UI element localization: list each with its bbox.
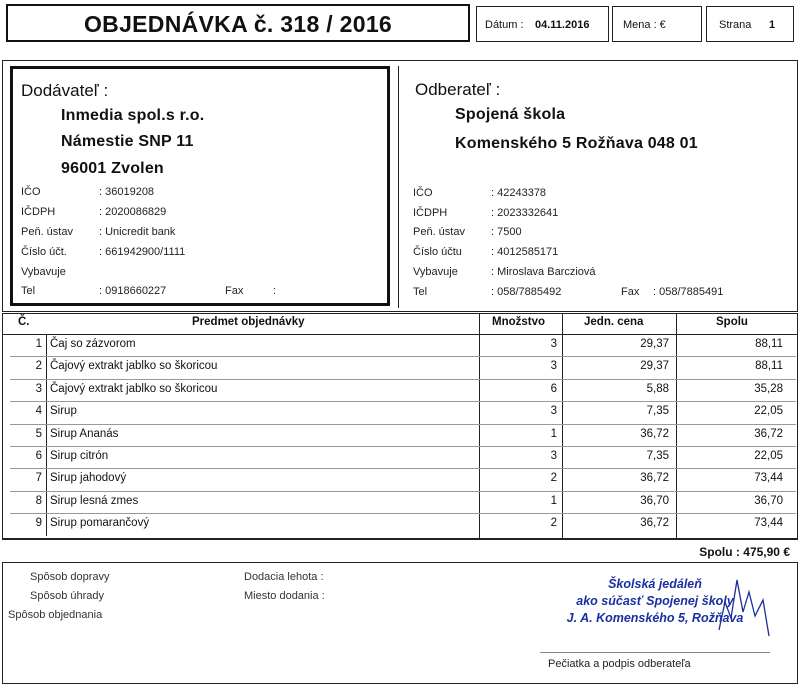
row-number-divider: [46, 357, 47, 379]
supplier-tel-value: : 0918660227: [99, 285, 167, 297]
customer-tel-label: Tel: [413, 286, 428, 298]
customer-bank-value: : 7500: [491, 226, 522, 238]
row-number: 2: [35, 360, 42, 372]
supplier-bank-label: Peň. ústav: [21, 226, 73, 238]
customer-account-value: : 4012585171: [491, 246, 559, 258]
row-number-divider: [46, 447, 47, 469]
supplier-name: Inmedia spol.s r.o.: [61, 107, 205, 124]
col-header-no: Č.: [18, 316, 30, 328]
row-separator: [10, 401, 796, 402]
payment-label: Spôsob úhrady: [30, 590, 104, 602]
date-value: 04.11.2016: [535, 19, 590, 31]
row-number-divider: [46, 425, 47, 447]
delivery-date-label: Dodacia lehota :: [244, 571, 324, 583]
row-quantity: 2: [550, 472, 557, 484]
supplier-contact-label: Vybavuje: [21, 266, 66, 278]
row-quantity: 3: [550, 405, 557, 417]
row-separator: [10, 379, 796, 380]
stamp-line-2: ako súčasť Spojenej školy: [576, 594, 734, 608]
customer-name: Spojená škola: [455, 106, 566, 123]
row-item: Sirup pomarančový: [50, 517, 150, 529]
row-item: Čajový extrakt jablko so škoricou: [50, 383, 218, 395]
customer-tel-value: : 058/7885492: [491, 286, 562, 298]
row-item: Čaj so zázvorom: [50, 338, 136, 350]
row-unit-price: 36,72: [640, 517, 669, 529]
supplier-ico-value: : 36019208: [99, 186, 155, 198]
row-total: 88,11: [755, 360, 783, 372]
col-header-total: Spolu: [716, 316, 748, 328]
row-quantity: 1: [550, 495, 557, 507]
ordering-label: Spôsob objednania: [8, 609, 103, 621]
customer-bank-label: Peň. ústav: [413, 226, 465, 238]
row-unit-price: 5,88: [646, 383, 669, 395]
col-header-unit: Jedn. cena: [584, 316, 644, 328]
row-quantity: 3: [550, 450, 557, 462]
customer-box: [398, 66, 796, 308]
row-separator: [10, 446, 796, 447]
row-unit-price: 29,37: [640, 360, 669, 372]
row-number: 6: [35, 450, 42, 462]
customer-ico-label: IČO: [413, 187, 433, 199]
row-number: 9: [35, 517, 42, 529]
supplier-icdph-value: : 2020086829: [99, 206, 167, 218]
transport-label: Spôsob dopravy: [30, 571, 110, 583]
supplier-ico-label: IČO: [21, 186, 41, 198]
row-total: 36,72: [754, 428, 783, 440]
delivery-place-label: Miesto dodania :: [244, 590, 325, 602]
supplier-street: Námestie SNP 11: [61, 133, 194, 150]
row-number: 1: [35, 338, 42, 350]
customer-ico-value: : 42243378: [491, 187, 547, 199]
row-item: Sirup: [50, 405, 77, 417]
row-unit-price: 36,72: [640, 472, 669, 484]
customer-address: Komenského 5 Rožňava 048 01: [455, 135, 698, 152]
date-box: [476, 6, 609, 42]
row-total: 22,05: [754, 450, 783, 462]
grand-total-label: Spolu :: [699, 545, 740, 559]
row-unit-price: 29,37: [640, 338, 669, 350]
supplier-heading: Dodávateľ :: [21, 81, 109, 100]
row-unit-price: 36,72: [640, 428, 669, 440]
supplier-account-value: : 661942900/1111: [99, 246, 186, 258]
order-title: OBJEDNÁVKA č. 318 / 2016: [83, 11, 393, 37]
row-total: 88,11: [755, 338, 783, 350]
row-total: 22,05: [754, 405, 783, 417]
row-number-divider: [46, 402, 47, 424]
row-separator: [10, 424, 796, 425]
customer-contact-value: : Miroslava Barcziová: [491, 266, 596, 278]
supplier-fax-label: Fax: [225, 285, 244, 297]
row-unit-price: 7,35: [646, 450, 669, 462]
supplier-fax-value: :: [273, 285, 277, 297]
row-total: 35,28: [754, 383, 783, 395]
row-separator: [10, 513, 796, 514]
supplier-bank-value: : Unicredit bank: [99, 226, 176, 238]
row-total: 73,44: [754, 517, 783, 529]
currency-label: Mena : €: [623, 19, 666, 31]
row-number-divider: [46, 380, 47, 402]
row-number-divider: [46, 514, 47, 536]
row-number-divider: [46, 492, 47, 514]
handwritten-signature: [715, 572, 775, 642]
customer-fax-value: : 058/7885491: [653, 286, 724, 298]
customer-heading: Odberateľ :: [415, 80, 501, 99]
row-separator: [10, 491, 796, 492]
row-number: 8: [35, 495, 42, 507]
row-item: Čajový extrakt jablko so škoricou: [50, 360, 218, 372]
order-title-box: [6, 4, 470, 42]
supplier-icdph-label: IČDPH: [21, 206, 56, 218]
table-header-line: [2, 334, 798, 335]
row-item: Sirup citrón: [50, 450, 109, 462]
stamp-line-3: J. A. Komenského 5, Rožňava: [566, 611, 744, 625]
row-number-divider: [46, 469, 47, 491]
customer-fax-label: Fax: [621, 286, 640, 298]
signature-label: Pečiatka a podpis odberateľa: [548, 658, 691, 670]
page-label: Strana: [719, 19, 752, 31]
row-item: Sirup jahodový: [50, 472, 127, 484]
col-header-item: Predmet objednávky: [192, 316, 305, 328]
supplier-box: [10, 66, 390, 306]
row-separator: [10, 468, 796, 469]
customer-account-label: Číslo účtu: [413, 246, 462, 258]
supplier-tel-label: Tel: [21, 285, 36, 297]
row-number: 3: [35, 383, 42, 395]
date-label: Dátum :: [485, 19, 524, 31]
signature-line: [540, 652, 770, 653]
row-total: 36,70: [754, 495, 783, 507]
customer-contact-label: Vybavuje: [413, 266, 458, 278]
stamp-line-1: Školská jedáleň: [608, 577, 702, 591]
row-unit-price: 7,35: [646, 405, 669, 417]
supplier-city: 96001 Zvolen: [61, 160, 164, 177]
col-header-qty: Množstvo: [492, 316, 546, 328]
row-number: 4: [35, 405, 42, 417]
row-quantity: 3: [550, 338, 557, 350]
page-value: 1: [769, 19, 776, 31]
row-quantity: 3: [550, 360, 557, 372]
row-separator: [10, 356, 796, 357]
row-number: 5: [35, 428, 42, 440]
row-quantity: 2: [550, 517, 557, 529]
row-quantity: 6: [550, 383, 557, 395]
customer-icdph-label: IČDPH: [413, 207, 448, 219]
table-bottom-line: [2, 539, 798, 540]
grand-total: [640, 545, 790, 561]
row-number-divider: [46, 335, 47, 357]
row-quantity: 1: [550, 428, 557, 440]
grand-total-value: 475,90 €: [743, 545, 790, 559]
row-item: Sirup Ananás: [50, 428, 119, 440]
page-box: [706, 6, 794, 42]
currency-box: [612, 6, 702, 42]
row-item: Sirup lesná zmes: [50, 495, 139, 507]
row-number: 7: [35, 472, 42, 484]
row-total: 73,44: [754, 472, 783, 484]
customer-icdph-value: : 2023332641: [491, 207, 559, 219]
row-unit-price: 36,70: [640, 495, 669, 507]
supplier-account-label: Číslo účt.: [21, 246, 67, 258]
